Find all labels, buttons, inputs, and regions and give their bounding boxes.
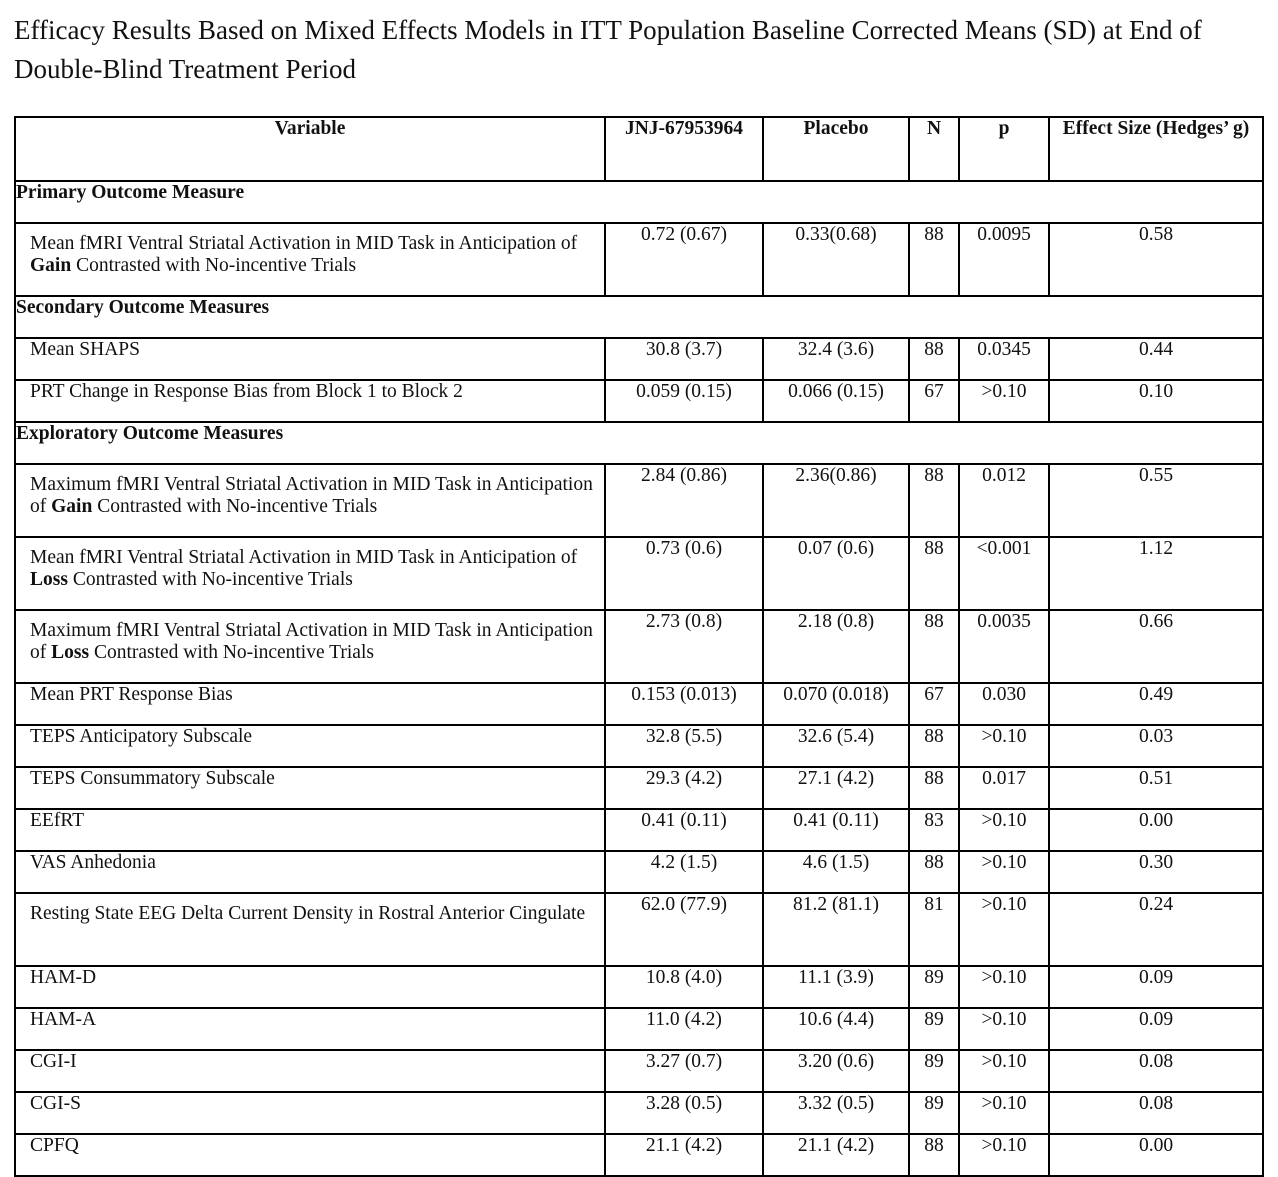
- table-row: [15, 1134, 1263, 1176]
- table-row: [15, 610, 1263, 683]
- cell-variable: CGI-S: [15, 1092, 605, 1134]
- cell-variable: Mean SHAPS: [15, 338, 605, 380]
- cell-jnj: 62.0 (77.9): [605, 893, 763, 966]
- table-row: [15, 767, 1263, 809]
- cell-jnj: 4.2 (1.5): [605, 851, 763, 893]
- cell-p: <0.001: [959, 537, 1049, 610]
- var-text-post: Contrasted with No-incentive Trials: [89, 642, 374, 663]
- cell-placebo: 21.1 (4.2): [763, 1134, 909, 1176]
- cell-p: 0.030: [959, 683, 1049, 725]
- cell-jnj: 2.84 (0.86): [605, 464, 763, 537]
- cell-p: >0.10: [959, 966, 1049, 1008]
- cell-n: 88: [909, 223, 959, 296]
- cell-p: >0.10: [959, 725, 1049, 767]
- cell-p: 0.012: [959, 464, 1049, 537]
- cell-p: >0.10: [959, 893, 1049, 966]
- cell-variable: Resting State EEG Delta Current Density in Rostral Anterior Cingulate: [15, 893, 605, 966]
- cell-placebo: 0.070 (0.018): [763, 683, 909, 725]
- cell-variable: [15, 537, 605, 610]
- cell-jnj: 30.8 (3.7): [605, 338, 763, 380]
- cell-effect: 0.51: [1049, 767, 1263, 809]
- var-text-pre: Maximum fMRI Ventral Striatal Activation in MID Task in Anticipation of: [30, 474, 593, 517]
- table-row: [15, 1092, 1263, 1134]
- cell-jnj: 11.0 (4.2): [605, 1008, 763, 1050]
- cell-p: 0.0035: [959, 610, 1049, 683]
- cell-n: 81: [909, 893, 959, 966]
- cell-placebo: 0.07 (0.6): [763, 537, 909, 610]
- var-text-post: Contrasted with No-incentive Trials: [67, 569, 353, 590]
- cell-p: >0.10: [959, 380, 1049, 422]
- cell-variable: EEfRT: [15, 809, 605, 851]
- cell-placebo: 2.18 (0.8): [763, 610, 909, 683]
- table-row: [15, 1050, 1263, 1092]
- cell-jnj: 0.153 (0.013): [605, 683, 763, 725]
- header-n: N: [909, 117, 959, 181]
- header-placebo: Placebo: [763, 117, 909, 181]
- table-row: [15, 1008, 1263, 1050]
- cell-n: 88: [909, 338, 959, 380]
- cell-effect: 0.24: [1049, 893, 1263, 966]
- cell-n: 89: [909, 1092, 959, 1134]
- cell-variable: HAM-A: [15, 1008, 605, 1050]
- header-variable: Variable: [15, 117, 605, 181]
- cell-n: 88: [909, 464, 959, 537]
- cell-p: >0.10: [959, 851, 1049, 893]
- cell-jnj: 32.8 (5.5): [605, 725, 763, 767]
- cell-placebo: 27.1 (4.2): [763, 767, 909, 809]
- cell-p: >0.10: [959, 1008, 1049, 1050]
- cell-jnj: 0.41 (0.11): [605, 809, 763, 851]
- section-row: [15, 422, 1263, 464]
- var-text-bold: Gain: [51, 496, 93, 517]
- cell-effect: 0.66: [1049, 610, 1263, 683]
- table-row: [15, 683, 1263, 725]
- cell-p: 0.0345: [959, 338, 1049, 380]
- table-row: [15, 380, 1263, 422]
- section-row: [15, 181, 1263, 223]
- cell-jnj: 2.73 (0.8): [605, 610, 763, 683]
- table-row: [15, 851, 1263, 893]
- var-text-post: Contrasted with No-incentive Trials: [92, 496, 378, 517]
- cell-n: 88: [909, 767, 959, 809]
- header-jnj: JNJ-67953964: [605, 117, 763, 181]
- cell-effect: 0.08: [1049, 1092, 1263, 1134]
- cell-jnj: 21.1 (4.2): [605, 1134, 763, 1176]
- efficacy-table: [14, 116, 1264, 1177]
- cell-p: >0.10: [959, 1092, 1049, 1134]
- cell-effect: 0.00: [1049, 1134, 1263, 1176]
- var-text-bold: Loss: [30, 569, 68, 590]
- table-row: [15, 464, 1263, 537]
- page-title: Efficacy Results Based on Mixed Effects Models in ITT Population Baseline Corrected Means (SD) at End of Double-Blind Treatment Period: [14, 15, 1202, 84]
- cell-jnj: 10.8 (4.0): [605, 966, 763, 1008]
- cell-variable: CGI-I: [15, 1050, 605, 1092]
- cell-n: 89: [909, 1008, 959, 1050]
- header-row: [15, 117, 1263, 181]
- cell-p: 0.017: [959, 767, 1049, 809]
- cell-effect: 0.58: [1049, 223, 1263, 296]
- table-row: [15, 725, 1263, 767]
- cell-variable: PRT Change in Response Bias from Block 1 to Block 2: [15, 380, 605, 422]
- section-exploratory: Exploratory Outcome Measures: [15, 422, 1263, 464]
- cell-effect: 0.09: [1049, 966, 1263, 1008]
- var-text-bold: Gain: [30, 255, 72, 276]
- cell-n: 67: [909, 683, 959, 725]
- cell-variable: [15, 223, 605, 296]
- cell-placebo: 0.33(0.68): [763, 223, 909, 296]
- cell-n: 88: [909, 725, 959, 767]
- cell-p: >0.10: [959, 1050, 1049, 1092]
- cell-variable: TEPS Anticipatory Subscale: [15, 725, 605, 767]
- section-row: [15, 296, 1263, 338]
- var-text-pre: Mean fMRI Ventral Striatal Activation in MID Task in Anticipation of: [30, 233, 578, 254]
- cell-jnj: 0.72 (0.67): [605, 223, 763, 296]
- cell-placebo: 3.20 (0.6): [763, 1050, 909, 1092]
- cell-effect: 0.08: [1049, 1050, 1263, 1092]
- var-text-post: Contrasted with No-incentive Trials: [71, 255, 357, 276]
- cell-placebo: 10.6 (4.4): [763, 1008, 909, 1050]
- table-row: [15, 809, 1263, 851]
- cell-effect: 1.12: [1049, 537, 1263, 610]
- table-row: [15, 223, 1263, 296]
- cell-effect: 0.09: [1049, 1008, 1263, 1050]
- table-row: [15, 537, 1263, 610]
- cell-placebo: 0.41 (0.11): [763, 809, 909, 851]
- cell-n: 88: [909, 851, 959, 893]
- cell-effect: 0.10: [1049, 380, 1263, 422]
- section-primary: Primary Outcome Measure: [15, 181, 1263, 223]
- cell-variable: CPFQ: [15, 1134, 605, 1176]
- cell-variable: [15, 464, 605, 537]
- cell-variable: VAS Anhedonia: [15, 851, 605, 893]
- cell-variable: TEPS Consummatory Subscale: [15, 767, 605, 809]
- cell-placebo: 11.1 (3.9): [763, 966, 909, 1008]
- table-row: [15, 338, 1263, 380]
- cell-jnj: 3.28 (0.5): [605, 1092, 763, 1134]
- cell-p: >0.10: [959, 809, 1049, 851]
- cell-n: 83: [909, 809, 959, 851]
- cell-n: 88: [909, 610, 959, 683]
- cell-n: 88: [909, 1134, 959, 1176]
- cell-effect: 0.44: [1049, 338, 1263, 380]
- cell-effect: 0.03: [1049, 725, 1263, 767]
- section-secondary: Secondary Outcome Measures: [15, 296, 1263, 338]
- cell-jnj: 3.27 (0.7): [605, 1050, 763, 1092]
- cell-n: 88: [909, 537, 959, 610]
- cell-variable: Mean PRT Response Bias: [15, 683, 605, 725]
- cell-p: >0.10: [959, 1134, 1049, 1176]
- var-text-pre: Maximum fMRI Ventral Striatal Activation in MID Task in Anticipation of: [30, 620, 593, 663]
- var-text-bold: Loss: [51, 642, 90, 663]
- var-text-pre: Mean fMRI Ventral Striatal Activation in MID Task in Anticipation of: [30, 547, 578, 568]
- cell-effect: 0.30: [1049, 851, 1263, 893]
- table-row: [15, 966, 1263, 1008]
- cell-effect: 0.49: [1049, 683, 1263, 725]
- header-p: p: [959, 117, 1049, 181]
- cell-placebo: 4.6 (1.5): [763, 851, 909, 893]
- cell-n: 89: [909, 966, 959, 1008]
- cell-placebo: 2.36(0.86): [763, 464, 909, 537]
- cell-n: 67: [909, 380, 959, 422]
- cell-variable: HAM-D: [15, 966, 605, 1008]
- cell-p: 0.0095: [959, 223, 1049, 296]
- table-row: [15, 893, 1263, 966]
- cell-placebo: 32.6 (5.4): [763, 725, 909, 767]
- cell-placebo: 81.2 (81.1): [763, 893, 909, 966]
- cell-n: 89: [909, 1050, 959, 1092]
- cell-effect: 0.00: [1049, 809, 1263, 851]
- cell-jnj: 0.73 (0.6): [605, 537, 763, 610]
- cell-jnj: 29.3 (4.2): [605, 767, 763, 809]
- cell-placebo: 3.32 (0.5): [763, 1092, 909, 1134]
- cell-placebo: 32.4 (3.6): [763, 338, 909, 380]
- cell-effect: 0.55: [1049, 464, 1263, 537]
- cell-placebo: 0.066 (0.15): [763, 380, 909, 422]
- cell-jnj: 0.059 (0.15): [605, 380, 763, 422]
- cell-variable: [15, 610, 605, 683]
- header-effect-size: Effect Size (Hedges’ g): [1049, 117, 1263, 181]
